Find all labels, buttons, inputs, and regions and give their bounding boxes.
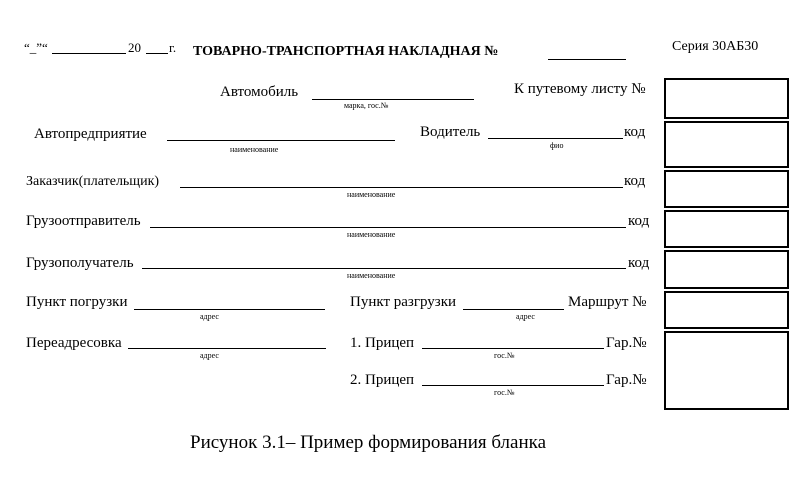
enterprise-hint: наименование bbox=[230, 145, 279, 154]
shipper-label: Грузоотправитель bbox=[26, 213, 141, 229]
loading-line bbox=[134, 309, 325, 310]
customer-hint: наименование bbox=[347, 190, 396, 199]
trailer1-garage-label: Гар.№ bbox=[606, 335, 647, 351]
driver-code-label: код bbox=[624, 124, 646, 140]
car-label: Автомобиль bbox=[220, 84, 299, 100]
customer-line bbox=[180, 187, 623, 188]
waybill-label: К путевому листу № bbox=[514, 81, 646, 97]
readdress-hint: адрес bbox=[200, 351, 219, 360]
driver-label: Водитель bbox=[420, 124, 481, 140]
car-line bbox=[312, 99, 474, 100]
unloading-hint: адрес bbox=[516, 312, 535, 321]
driver-line bbox=[488, 138, 623, 139]
waybill-number-box[interactable] bbox=[664, 78, 789, 119]
year-suffix: г. bbox=[169, 40, 177, 55]
driver-code-box[interactable] bbox=[664, 121, 789, 168]
route-label: Маршрут № bbox=[568, 294, 647, 310]
year-prefix: 20 bbox=[128, 40, 141, 55]
year-line bbox=[146, 53, 168, 54]
consignee-hint: наименование bbox=[347, 271, 396, 280]
trailer1-line bbox=[422, 348, 604, 349]
consignee-line bbox=[142, 268, 626, 269]
trailer2-line bbox=[422, 385, 604, 386]
shipper-hint: наименование bbox=[347, 230, 396, 239]
trailer2-garage-label: Гар.№ bbox=[606, 372, 647, 388]
enterprise-label: Автопредприятие bbox=[34, 126, 147, 142]
shipper-code-box[interactable] bbox=[664, 210, 789, 248]
customer-code-label: код bbox=[624, 173, 646, 189]
readdress-label: Переадресовка bbox=[26, 335, 122, 351]
consignee-code-label: код bbox=[628, 255, 650, 271]
driver-hint: фио bbox=[550, 141, 564, 150]
form-title: ТОВАРНО-ТРАНСПОРТНАЯ НАКЛАДНАЯ № bbox=[193, 44, 499, 59]
shipper-code-label: код bbox=[628, 213, 650, 229]
unloading-line bbox=[463, 309, 564, 310]
customer-code-box[interactable] bbox=[664, 170, 789, 208]
trailer2-hint: гос.№ bbox=[494, 388, 515, 397]
readdress-line bbox=[128, 348, 326, 349]
date-quote: “_”“ bbox=[24, 40, 48, 55]
garage-number-box[interactable] bbox=[664, 331, 789, 410]
car-hint: марка, гос.№ bbox=[344, 101, 389, 110]
trailer1-hint: гос.№ bbox=[494, 351, 515, 360]
trailer2-label: 2. Прицеп bbox=[350, 372, 415, 388]
figure-caption: Рисунок 3.1– Пример формирования бланка bbox=[190, 432, 547, 453]
trailer1-label: 1. Прицеп bbox=[350, 335, 415, 351]
route-number-box[interactable] bbox=[664, 291, 789, 329]
enterprise-line bbox=[167, 140, 395, 141]
customer-label: Заказчик(плательщик) bbox=[26, 174, 160, 189]
date-line bbox=[52, 53, 126, 54]
consignee-code-box[interactable] bbox=[664, 250, 789, 289]
unloading-label: Пункт разгрузки bbox=[350, 294, 457, 310]
loading-hint: адрес bbox=[200, 312, 219, 321]
loading-label: Пункт погрузки bbox=[26, 294, 128, 310]
form-series: Серия 30АБ30 bbox=[672, 39, 759, 54]
consignee-label: Грузополучатель bbox=[26, 255, 134, 271]
shipper-line bbox=[150, 227, 626, 228]
form-number-line bbox=[548, 59, 626, 60]
